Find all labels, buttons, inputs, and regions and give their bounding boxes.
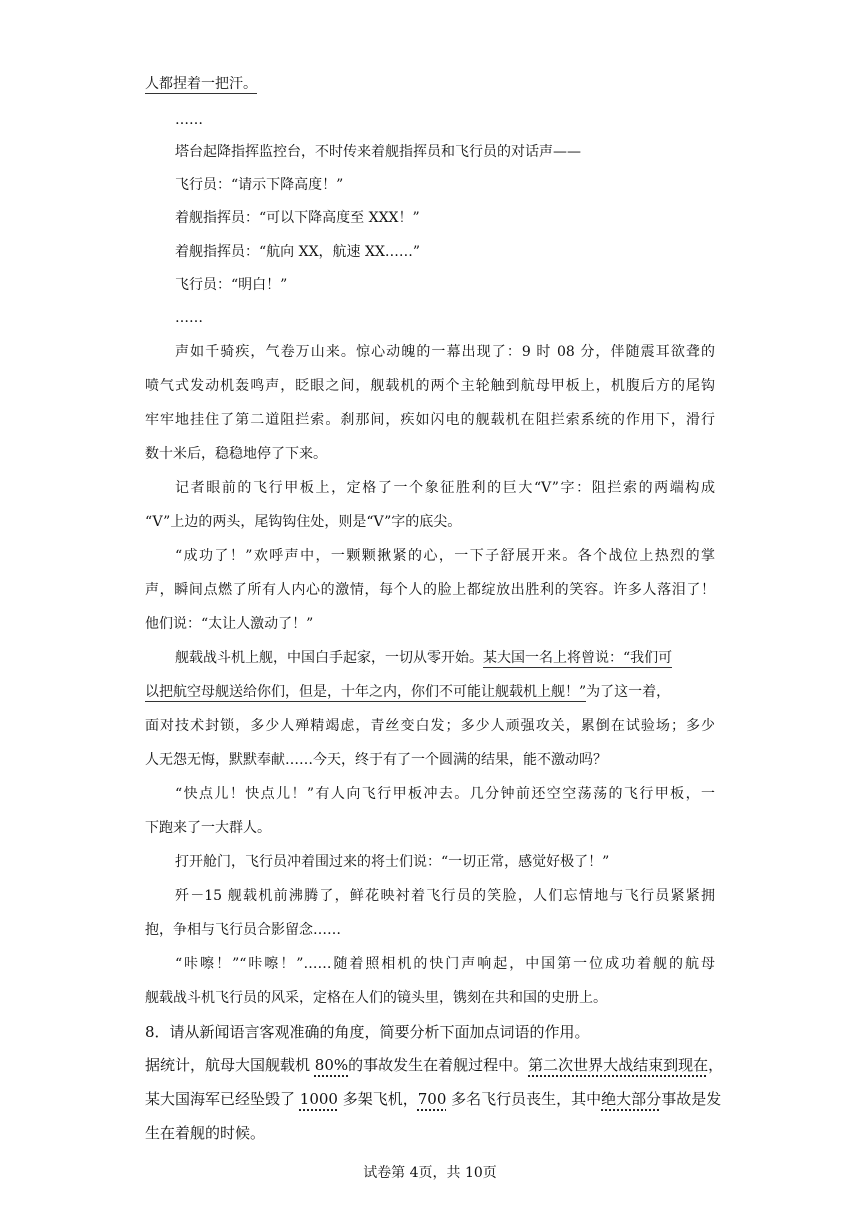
- text-line: ……: [175, 112, 203, 128]
- text-line: 下跑来了一大群人。: [145, 820, 271, 836]
- text-line: 他们说：“太让人激动了！”: [145, 616, 314, 632]
- text-line: “咔嚓！”“咔嚓！”……随着照相机的快门声响起，中国第一位成功着舰的航母: [175, 956, 715, 972]
- question-title: 8．请从新闻语言客观准确的角度，简要分析下面加点词语的作用。: [145, 1023, 590, 1041]
- text-line: 喷气式发动机轰鸣声，眨眼之间，舰载机的两个主轮触到航母甲板上，机腹后方的尾钩: [145, 378, 715, 394]
- dotted-term: 1000: [299, 1090, 338, 1108]
- text-line: 面对技术封锁，多少人殚精竭虑，青丝变白发；多少人顽强攻关，累倒在试验场；多少: [145, 718, 715, 734]
- text-line: 飞行员：“明白！”: [175, 277, 288, 293]
- dotted-term: 第二次世界大战结束到现在: [528, 1056, 709, 1074]
- page-footer: 试卷第 4页，共 10页: [363, 1165, 497, 1181]
- text-line: 声，瞬间点燃了所有人内心的激情，每个人的脸上都绽放出胜利的笑容。许多人落泪了！: [145, 582, 715, 598]
- text-line: 数十米后，稳稳地停了下来。: [145, 446, 327, 462]
- text-line: “V”上边的两头，尾钩钩住处，则是“V”字的底尖。: [145, 514, 462, 530]
- passage-line: 生在着舰的时候。: [145, 1124, 266, 1142]
- dotted-term: 80%: [314, 1056, 349, 1074]
- text-line: 飞行员：“请示下降高度！”: [175, 177, 344, 193]
- text-line: 着舰指挥员：“航向 XX，航速 XX……”: [175, 244, 421, 260]
- passage-line: 据统计，航母大国舰载机 80%的事故发生在着舰过程中。第二次世界大战结束到现在，: [145, 1056, 724, 1074]
- text-line: 着舰指挥员：“可以下降高度至 XXX！”: [175, 210, 420, 226]
- text-line: 人无怨无悔，默默奉献……今天，终于有了一个圆满的结果，能不激动吗？: [145, 752, 607, 768]
- text-line: 以把航空母舰送给你们，但是，十年之内，你们不可能让舰载机上舰！”为了这一着，: [145, 684, 671, 700]
- text-line: 打开舱门，飞行员冲着围过来的将士们说：“一切正常，感觉好极了！”: [175, 854, 610, 870]
- text-line: 记者眼前的飞行甲板上，定格了一个象征胜利的巨大“V”字：阻拦索的两端构成: [175, 480, 715, 496]
- text-line: “成功了！”欢呼声中，一颗颗揪紧的心，一下子舒展开来。各个战位上热烈的掌: [175, 548, 715, 564]
- underlined-quote: 某大国一名上将曾说：“我们可: [483, 650, 673, 666]
- text-line: 牢牢地挂住了第二道阻拦索。刹那间，疾如闪电的舰载机在阻拦索系统的作用下，滑行: [145, 412, 715, 428]
- text-line: “快点儿！快点儿！”有人向飞行甲板冲去。几分钟前还空空荡荡的飞行甲板，一: [175, 786, 715, 802]
- text-line: 歼－15 舰载机前沸腾了，鲜花映衬着飞行员的笑脸，人们忘情地与飞行员紧紧拥: [175, 888, 715, 904]
- text-line: 抱，争相与飞行员合影留念……: [145, 922, 341, 938]
- passage-line: 某大国海军已经坠毁了 1000 多架飞机，700 多名飞行员丧生，其中绝大部分事故是发: [145, 1090, 722, 1108]
- dotted-term: 700: [417, 1090, 447, 1108]
- dotted-term: 绝大部分: [601, 1090, 662, 1108]
- text-line: 声如千骑疾，气卷万山来。惊心动魄的一幕出现了：9 时 08 分，伴随震耳欲聋的: [175, 344, 715, 360]
- text-line: 舰载战斗机飞行员的风采，定格在人们的镜头里，镌刻在共和国的史册上。: [145, 990, 607, 1006]
- text-line: 塔台起降指挥监控台，不时传来着舰指挥员和飞行员的对话声——: [175, 144, 581, 160]
- text-line: 人都捏着一把汗。: [145, 76, 257, 92]
- text-line: 舰载战斗机上舰，中国白手起家，一切从零开始。某大国一名上将曾说：“我们可: [175, 650, 673, 666]
- underlined-quote: 以把航空母舰送给你们，但是，十年之内，你们不可能让舰载机上舰！”: [145, 684, 587, 700]
- text-line: ……: [175, 310, 203, 326]
